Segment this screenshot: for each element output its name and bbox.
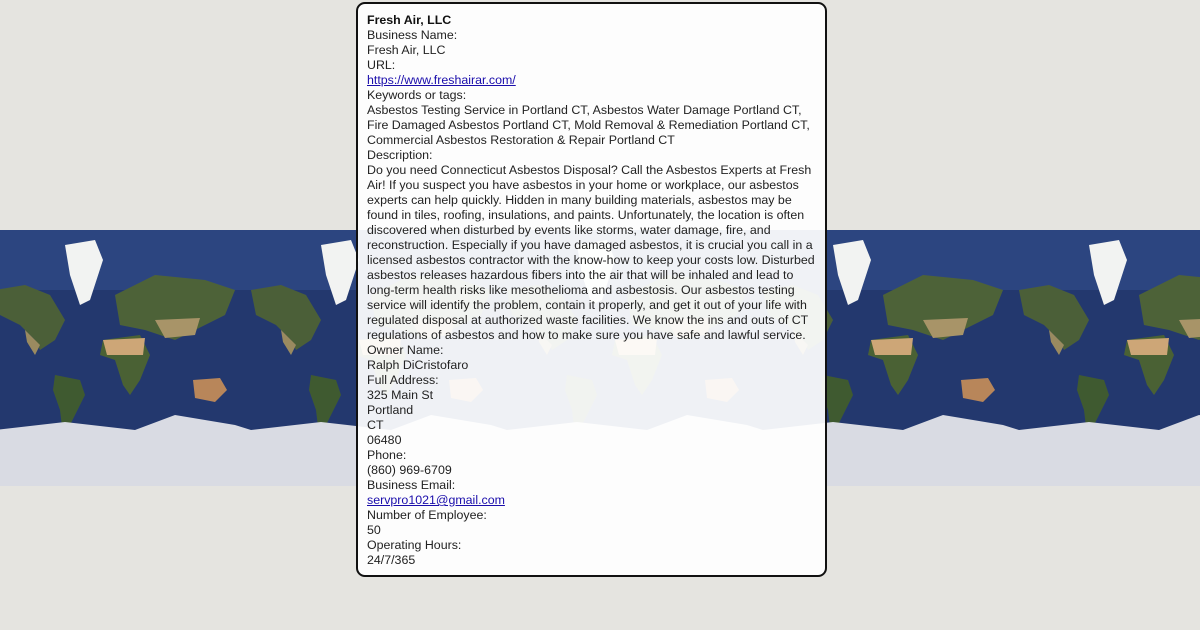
website-link[interactable]: https://www.freshairar.com/ <box>367 73 516 87</box>
address-zip: 06480 <box>367 433 402 447</box>
email-label: Business Email: <box>367 478 456 492</box>
keywords-label: Keywords or tags: <box>367 88 467 102</box>
keywords-value: Asbestos Testing Service in Portland CT, Asbestos Water Damage Portland CT, Fire Damaged Asbestos Portland CT, Mold Removal & Remediation Portland CT, Commercial Asbestos Restoration & Repair Portland CT <box>367 103 810 147</box>
listing-title: Fresh Air, LLC <box>367 13 452 27</box>
address-city: Portland <box>367 403 414 417</box>
employees-label: Number of Employee: <box>367 508 487 522</box>
phone-label: Phone: <box>367 448 407 462</box>
description-label: Description: <box>367 148 433 162</box>
owner-label: Owner Name: <box>367 343 444 357</box>
email-link[interactable]: servpro1021@gmail.com <box>367 493 505 507</box>
business-listing-card <box>356 2 827 577</box>
address-label: Full Address: <box>367 373 439 387</box>
address-state: CT <box>367 418 384 432</box>
employees-value: 50 <box>367 523 381 537</box>
owner-value: Ralph DiCristofaro <box>367 358 469 372</box>
phone-value: (860) 969-6709 <box>367 463 452 477</box>
hours-value: 24/7/365 <box>367 553 416 567</box>
description-value: Do you need Connecticut Asbestos Disposal? Call the Asbestos Experts at Fresh Air! If you suspect you have asbestos in your home or workplace, our asbestos experts can help quickly. Hidden in many building materials, asbestos may be found in tiles, roofing, insulations, and paints. Unfortunately, the location is often discovered when disturbed by events like storms, water damage, fire, and reconstruction. Especially if you have damaged asbestos, it is crucial you call in a licensed asbestos contractor with the know-how to keep your costs low. Disturbed asbestos releases hazardous fibers into the air that will be inhaled and lead to long-term health risks like mesothelioma and asbestosis. Our asbestos testing service will identify the problem, contain it properly, and get it out of your life with regulated disposal at authorized waste facilities. We know the ins and outs of CT regulations of asbestos and how to make sure you have safe and lawful service. <box>367 163 815 342</box>
url-label: URL: <box>367 58 396 72</box>
hours-label: Operating Hours: <box>367 538 462 552</box>
address-street: 325 Main St <box>367 388 434 402</box>
business-name-value: Fresh Air, LLC <box>367 43 446 57</box>
business-name-label: Business Name: <box>367 28 458 42</box>
